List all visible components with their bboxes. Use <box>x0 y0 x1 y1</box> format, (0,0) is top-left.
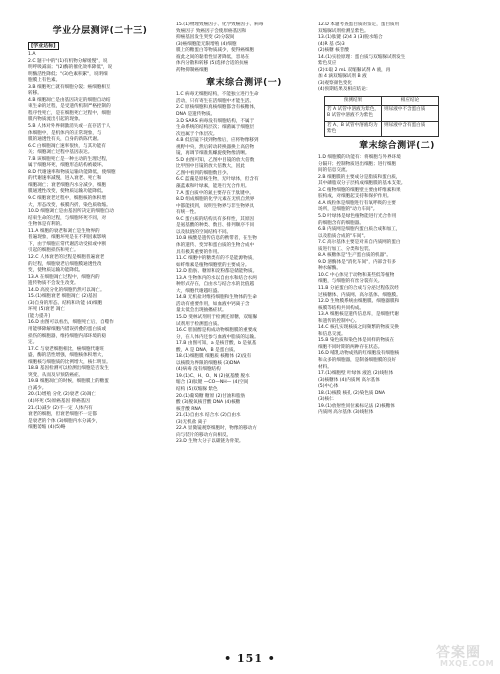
answer-line: 23.D 生物大分子以碳链为骨架。 <box>176 439 244 445</box>
answer-line: 4.B 低倍镜下找到物像后，应将物像移到 <box>176 138 259 144</box>
answer-line: 以及肽链的空间结构不同。 <box>176 229 232 235</box>
answer-line: 的代谢速率减慢，进入衰老、死亡和 <box>28 176 102 182</box>
answer-line: 变，使物质运输功能降低。 <box>28 268 84 274</box>
answer-line: 膜上的糖蛋白等物质减少，使得癌细胞 <box>176 48 255 54</box>
answer-line: 1.A <box>28 52 36 57</box>
section-title: 章末综合测评(二) <box>359 141 435 152</box>
answer-line: 体细胞中，是机体内的正常现象，与 <box>28 130 102 136</box>
answer-line: 4.A 线粒体是细胞进行有氧呼吸的主要 <box>318 200 396 206</box>
answer-line: 分隔开；控制物质进出细胞；进行细胞 <box>318 161 397 167</box>
answer-line: 的过程，细胞衰老后细胞膜通透性改 <box>28 261 102 267</box>
answer-line: 场所，是细胞的"动力车间"。 <box>318 207 378 213</box>
answer-line: 胶构成，对细胞起支持和保护作用。 <box>318 194 392 200</box>
answer-line: (3)癌细胞能无限增殖 (4)细胞 <box>176 41 237 47</box>
answer-line: 膜内物质流出引起的现象。 <box>28 117 84 123</box>
answer-line: 6.B 内质网是细胞内蛋白质合成和加工， <box>318 227 401 233</box>
answer-list <box>28 52 172 432</box>
section-title: 章末综合测评(一) <box>206 78 282 89</box>
answer-line: 间的信息交流。 <box>318 168 351 174</box>
answer-line: DNA 是遗传物质。 <box>176 112 216 118</box>
answer-line: (3)自身的形态、结构和功能 (4)细胞 <box>28 300 103 306</box>
answer-line: 细胞不同时期的两种存在状态。 <box>318 344 383 350</box>
watermark-text: 答案圈 <box>436 645 481 661</box>
answer-line: 7.C 高尔基体主要是对来自内质网的蛋白 <box>318 240 401 246</box>
answer-line: 以及脂质合成的"车间"。 <box>318 233 369 239</box>
answer-line: 质进行加工、分类和包装。 <box>318 246 374 252</box>
answer-line: 3.B 细胞死亡就有细胞分裂；癌细胞相互 <box>28 84 111 90</box>
answer-line: 中都能找到，说明生物界与非生物界具 <box>176 203 255 209</box>
watermark-logo <box>436 642 496 672</box>
answer-line: 7.A 蛋白质中的氮主要存在于肽键中。 <box>176 190 254 196</box>
answer-line: 13.A 生物体内的水以自由水和结合水两 <box>176 275 257 281</box>
answer-line: [能力提升] <box>28 313 50 319</box>
answer-line: 20.(1)增殖 分化 (2)衰老 (3)凋亡 <box>28 392 96 398</box>
answer-line: 12.C 人体衰老的过程是细胞普遍衰老 <box>28 254 105 260</box>
answer-line: 14.B 无机盐对维持细胞和生物体的生命 <box>176 295 257 301</box>
answer-line: 次也属于个体层次。 <box>176 131 218 137</box>
column-3 <box>318 22 476 632</box>
answer-line: 16.D 由图可以看出，细胞死亡后，自噬作 <box>28 320 114 326</box>
answer-line: 内质网 高尔基体 (3)线粒体 <box>318 410 374 416</box>
answer-line: 如纤维素是植物细胞壁的主要成分。 <box>176 262 250 268</box>
answer-line: 12.D 本题考查蛋白质的鉴定，蛋白质用 <box>318 22 400 27</box>
answer-line: 体内分散和转移 (5)选择合适的抗癌 <box>176 61 249 67</box>
table-header: 相应结论 <box>382 97 439 106</box>
answer-line: 紫色反应 <box>318 61 337 67</box>
answer-line: 2.B 细胞膜的主要成分是脂质和蛋白质， <box>318 174 401 180</box>
answer-line: 下，由于细胞正常代谢活动受损或中断 <box>28 241 107 247</box>
answer-line: 白减少。 <box>28 385 47 391</box>
answer-line: 是氨基酸的种类、数目、排列顺序不同 <box>176 223 255 229</box>
answer-line: (4)预期结果及相应结论： <box>318 87 371 93</box>
answer-line: 分，在人体内还参与血液中脂质的运输。 <box>176 334 259 340</box>
answer-line: 2.C 题干中的"(1)有机物分解缓慢"，说 <box>28 58 108 64</box>
answer-line: 3.D SARS 病毒没有细胞结构，不属于 <box>176 118 255 124</box>
answer-line: 缩合 (3)肽键 —CO—NH— (4)空间 <box>176 380 249 386</box>
answer-line: 结构 (5)双缩脲 紫色 <box>176 386 218 392</box>
answer-line: 活动有重要作用，如血液中钙离子含 <box>176 301 250 307</box>
answer-line: 药物抑制癌细胞 <box>176 67 209 73</box>
answer-line: 体的遗传、变异和蛋白质的生物合成中 <box>176 242 255 248</box>
answer-line: 酸 (3)脱氧核苷酸 DNA (4)核糖 <box>176 400 241 406</box>
answer-line: 是衰老的个体 (3)细胞内水分减少， <box>28 418 101 424</box>
answer-line: 2.C 原核细胞和真核细胞都含有核糖体， <box>176 105 259 111</box>
column-1 <box>28 22 172 622</box>
answer-line: 和众多的细胞器，是制备细胞膜的良好 <box>318 357 397 363</box>
answer-list <box>176 92 312 446</box>
answer-line: 普遍现象，细胞坏死是在不利因素影响 <box>28 235 107 241</box>
section-label: [学业达标] <box>28 42 59 50</box>
answer-line: 加 4 滴双缩脲试剂 B 液 <box>318 74 367 80</box>
answer-line: 膜的通透性有关，自身的新陈代谢。 <box>28 137 102 143</box>
answer-line: 8.A 核糖体是"生产蛋白质的机器"。 <box>318 253 391 259</box>
answer-line: 18.B 基因检测可以检测出细胞是否发生 <box>28 366 109 372</box>
answer-line: (3)无机盐 离子 <box>176 419 207 425</box>
answer-line: 乙图中看到的细胞数目少。 <box>176 170 232 176</box>
answer-line: 属于细胞坏死，细胞形态结构被破坏。 <box>28 163 107 169</box>
answer-line: 明酶活性降低；"(3)色素积累"，说明细 <box>28 71 108 77</box>
answer-line: 引起的细胞损伤和死亡。 <box>28 248 79 254</box>
answer-line: 19.B 细胞凋亡的时候，细胞膜上的糖蛋 <box>28 379 109 385</box>
answer-line: 和信息交流。 <box>318 331 346 337</box>
answer-line: 生物体是有利的。 <box>28 222 65 228</box>
answer-line: 8.D 代谢速率和物质运输功能降低，使细胞 <box>28 169 116 175</box>
answer-line: 转移。 <box>28 91 42 97</box>
answer-line: 21.(1)自由水 结合水 (2)自由水 <box>176 413 241 419</box>
answer-line: 15.B 染色质和染色体是同样的物质在 <box>318 338 395 344</box>
answer-line: 18.(1)核膜 核孔 (2)染色质 DNA <box>318 390 385 396</box>
answer-line: (3)观察颜色变化 <box>318 80 353 86</box>
answer-line: 15.(1)细胞衰老 细胞凋亡 (2)基因 <box>28 294 98 300</box>
answer-line: 向与装片的移动方向相反。 <box>176 432 232 438</box>
answer-line: 14.(1)实验原理：蛋白质与双缩脲试剂发生 <box>318 54 406 60</box>
answer-line: 坏死 (5)衰老 凋亡 <box>28 307 65 313</box>
answer-line: 盛，酶的活性增强，细胞核体积增大， <box>28 353 107 359</box>
answer-line: 其中磷脂双分子层构成细胞膜的基本支架。 <box>318 181 406 187</box>
answer-line: 19.(1)C、H、O、N (2)氨基酸 脱水 <box>176 373 250 379</box>
answer-line: 10.D 细胞凋亡是由基因所决定的细胞自动 <box>28 209 114 215</box>
answer-line: 突变，从而及早预防癌症。 <box>28 372 84 378</box>
answer-list-top <box>318 22 476 94</box>
answer-line: 6.C 白细胞凋亡速率很快，与其功能有 <box>28 143 106 149</box>
answer-line: (4)R 基 (5)3 <box>318 41 345 47</box>
answer-line: 核苷酸 RNA <box>176 406 202 412</box>
answer-line: 大，形态改变，核膜内折，染色质收缩。 <box>28 202 111 208</box>
answer-line: 试剂用于检测蛋白质。 <box>176 321 222 327</box>
answer-line: (3)核仁 <box>318 397 334 403</box>
answer-line: 细胞，与细胞的有丝分裂有关。 <box>318 279 383 285</box>
answer-line: 视野中央，然后转动转换器换上高倍物 <box>176 144 255 150</box>
answer-list <box>318 155 476 417</box>
answer-line: 衰老的细胞，但衰老细胞不一定都 <box>28 412 97 418</box>
answer-line: 遗传物质不会发生改变。 <box>28 281 79 287</box>
answer-line: 11.A 细胞的衰老和凋亡是生物界的 <box>28 228 100 234</box>
table-cell: 则尿液中不含蛋白质 <box>382 106 439 121</box>
answer-line: 5.B 人体对外界刺激消失或一直存活于人 <box>28 124 111 130</box>
answer-line: 17.C 与衰老细胞相比，癌细胞代谢旺 <box>28 346 105 352</box>
answer-line: 量太低会出现抽搐症状。 <box>176 308 227 314</box>
answer-line: (2)①取 2 mL 双缩脲试剂 A 液，再 <box>318 67 391 73</box>
table-cell: 若 A、B 试管中溶液均为紫色 <box>325 121 382 136</box>
answer-line: 镜，再调节细准焦螺旋使物像清晰。 <box>176 151 250 157</box>
answer-line: 核膜等结构共同构成。 <box>318 305 364 311</box>
answer-line: (4)病毒 没有细胞结构 <box>176 367 221 373</box>
answer-line: 酸，A 是 DNA，B 是蛋白质。 <box>176 347 239 353</box>
table-header: 预测结果 <box>325 97 382 106</box>
answer-line: 17.B 由图可知，a 是核苷酸，b 是氨基 <box>176 341 257 347</box>
answer-line: 7.B 该细胞死亡是一种主动的生理过程， <box>28 156 111 162</box>
answer-line: 胞膜上有色素。 <box>28 78 61 84</box>
page-number: • 151 • <box>224 652 276 665</box>
answer-line: 材料。 <box>318 364 332 370</box>
answer-line: 细胞凋亡；衰老细胞内水分减少，细胞 <box>28 182 107 188</box>
answer-line: 18.(1)细胞膜 细胞质 核糖体 (2)没有 <box>176 354 252 360</box>
answer-line: 的细胞含有的细胞器。 <box>318 220 364 226</box>
answer-line: 1.C 病毒无细胞结构，不能独立进行生命 <box>176 92 259 98</box>
answer-line: 以核膜为界限的细胞核 (3)DNA <box>176 360 241 366</box>
result-table <box>324 96 439 137</box>
answer-line: 结束生命的过程，与细胞坏死不同，对 <box>28 215 107 221</box>
answer-line: 藻蓝素和叶绿素，能进行光合作用。 <box>176 184 250 190</box>
answer-line: 过核糖体、内质网、高尔基体、细胞膜。 <box>318 292 401 298</box>
answer-line: 比甲图中目镜的放大倍数大，因此 <box>176 164 245 170</box>
answer-line: 17.(1)细胞壁 叶绿体 液泡 (2)线粒体 <box>318 371 394 377</box>
table-row <box>325 106 439 121</box>
answer-line: 11.B 分泌蛋白的合成与分泌过程依次经 <box>318 285 399 291</box>
answer-line: 具有极其重要的作用。 <box>176 249 222 255</box>
answer-line: 双缩脲试剂检测呈紫色。 <box>318 28 369 34</box>
answer-line: 用能够降解细胞内错误折叠的蛋白质或 <box>28 326 107 332</box>
answer-line: 14.D 高度分化的细胞仍然可以凋亡。 <box>28 287 105 293</box>
answer-line: 15.D 斐林试剂用于检测还原糖，双缩脲 <box>176 314 258 320</box>
answer-line: 10.C 中心体见于动物和某些低等植物 <box>318 272 395 278</box>
answer-line: 11.C 细胞中的糖类有的不是能源物质， <box>176 256 257 262</box>
answer-line: 种水解酶。 <box>318 266 341 272</box>
answer-line: (5)中心体 <box>318 384 339 390</box>
answer-line: 生命系统的结构层次；细菌属于细胞层 <box>176 125 255 131</box>
answer-line: 定。 <box>28 340 38 346</box>
answer-line: 关；细胞凋亡过程中基因表达。 <box>28 150 93 156</box>
answer-line: 抑癌基因发生突变 (2)分裂间 <box>176 35 235 41</box>
answer-line: 5.D 由图可知，乙图中目镜的放大倍数 <box>176 157 255 163</box>
table-row <box>325 121 439 136</box>
answer-line: (3)核糖体 (4)内质网 高尔基体 <box>318 377 380 383</box>
answer-list-top <box>176 22 312 74</box>
answer-line: 膜通透性改变，使物质运输功能降低。 <box>28 189 107 195</box>
answer-line: 束生命的过程，是受遗传机制严格控制的 <box>28 104 111 110</box>
answer-line: 致癌因子 致癌因子会使原癌基因和 <box>176 28 247 34</box>
answer-line: 12.D 生物膜系统由细胞膜、细胞器膜和 <box>318 299 400 305</box>
answer-line: 16.C 胆固醇是构成动物细胞膜的重要成 <box>176 328 257 334</box>
answer-line: (2)核糖 核苷酸 <box>318 48 349 54</box>
answer-line: 4.B 细胞凋亡是由基因决定的细胞自动结 <box>28 97 111 103</box>
answer-line: 9.C 细胞衰老过程中，细胞核的体积增 <box>28 196 106 202</box>
answer-line: 9.C 蛋白质的结构具有多样性，其原因 <box>176 216 254 222</box>
answer-line: 21.(1)减少 (2)不一定 人体内有 <box>28 405 93 411</box>
answer-line: 12.D 脂肪、糖原和淀粉都是储能物质。 <box>176 269 258 275</box>
answer-line: 13.(1)肽键 (2)4 3 (3)脱水缩合 <box>318 35 383 41</box>
answer-line: 彼此之间的黏着性显著降低，容易在 <box>176 54 250 60</box>
answer-line: 种形式存在，自由水与结合水的比值越 <box>176 282 255 288</box>
answer-line: 13.A 在细胞凋亡过程中，细胞内的 <box>28 274 100 280</box>
answer-line: 14.C 核孔实现核质之间频繁的物质交换 <box>318 325 399 331</box>
table-cell: 则尿液中含有蛋白质 <box>382 121 439 136</box>
answer-line: 19.(1)放射性同位素标记法 (2)核糖体 <box>318 403 395 409</box>
answer-line: 3.C 植物细胞的细胞壁主要由纤维素和果 <box>318 187 401 193</box>
answer-line: 16.D 哺乳动物成熟的红细胞没有细胞核 <box>318 351 400 357</box>
answer-line: 8.D 组成细胞的化学元素在无机自然界 <box>176 197 255 203</box>
answer-line: 和遗传的控制中心。 <box>318 318 360 324</box>
answer-line: 活动，只有寄生在活细胞中才能生活。 <box>176 98 255 104</box>
answer-line: 损伤的细胞器，维持细胞内部环境的稳 <box>28 333 107 339</box>
answer-line: 13.A 细胞核是遗传信息库，是细胞代谢 <box>318 312 399 318</box>
answer-line: 10.B 核酸是遗传信息的携带者，在生物 <box>176 236 257 242</box>
answer-line: 5.D 叶绿体是绿色植物能进行光合作用 <box>318 213 397 219</box>
table-cell: 若 A 试管中溶液为紫色，B 试管中溶液不为紫色 <box>325 106 382 121</box>
column-2 <box>176 22 312 632</box>
answer-line: 细胞核与细胞质的比例增大，核仁明显。 <box>28 359 111 365</box>
answer-line: 22.A 显微镜观察细胞时，物像的移动方 <box>176 426 257 432</box>
answer-line: 1.D 细胞膜的功能有：将细胞与外界环境 <box>318 155 401 161</box>
section-title: 学业分层测评(二十三) <box>52 26 148 36</box>
answer-line: 程序性死亡，是在细胞死亡过程中，细胞 <box>28 110 111 116</box>
answer-line: 15.(1)物理致癌因子、化学致癌因子、病毒 <box>176 22 264 27</box>
answer-line: 6.C 蓝藻是原核生物，无叶绿体，但含有 <box>176 177 259 183</box>
answer-line: 20.(1)葡萄糖 糖原 (2)甘油和脂肪 <box>176 393 246 399</box>
answer-line: (4)坏死 (5)原癌基因 抑癌基因 <box>28 398 90 404</box>
answer-line: 9.D 溶酶体是"消化车间"，内部含有多 <box>318 259 396 265</box>
answer-line: 有统一性。 <box>176 210 199 216</box>
answer-line: 大，细胞代谢越旺盛。 <box>176 288 222 294</box>
answer-line: 细胞萎缩 (4)(5)略 <box>28 425 66 431</box>
watermark-url: MXQE.COM <box>440 659 495 668</box>
answer-line: 明呼吸减弱；"(2)酶的催化效率降低"，说 <box>28 65 113 71</box>
